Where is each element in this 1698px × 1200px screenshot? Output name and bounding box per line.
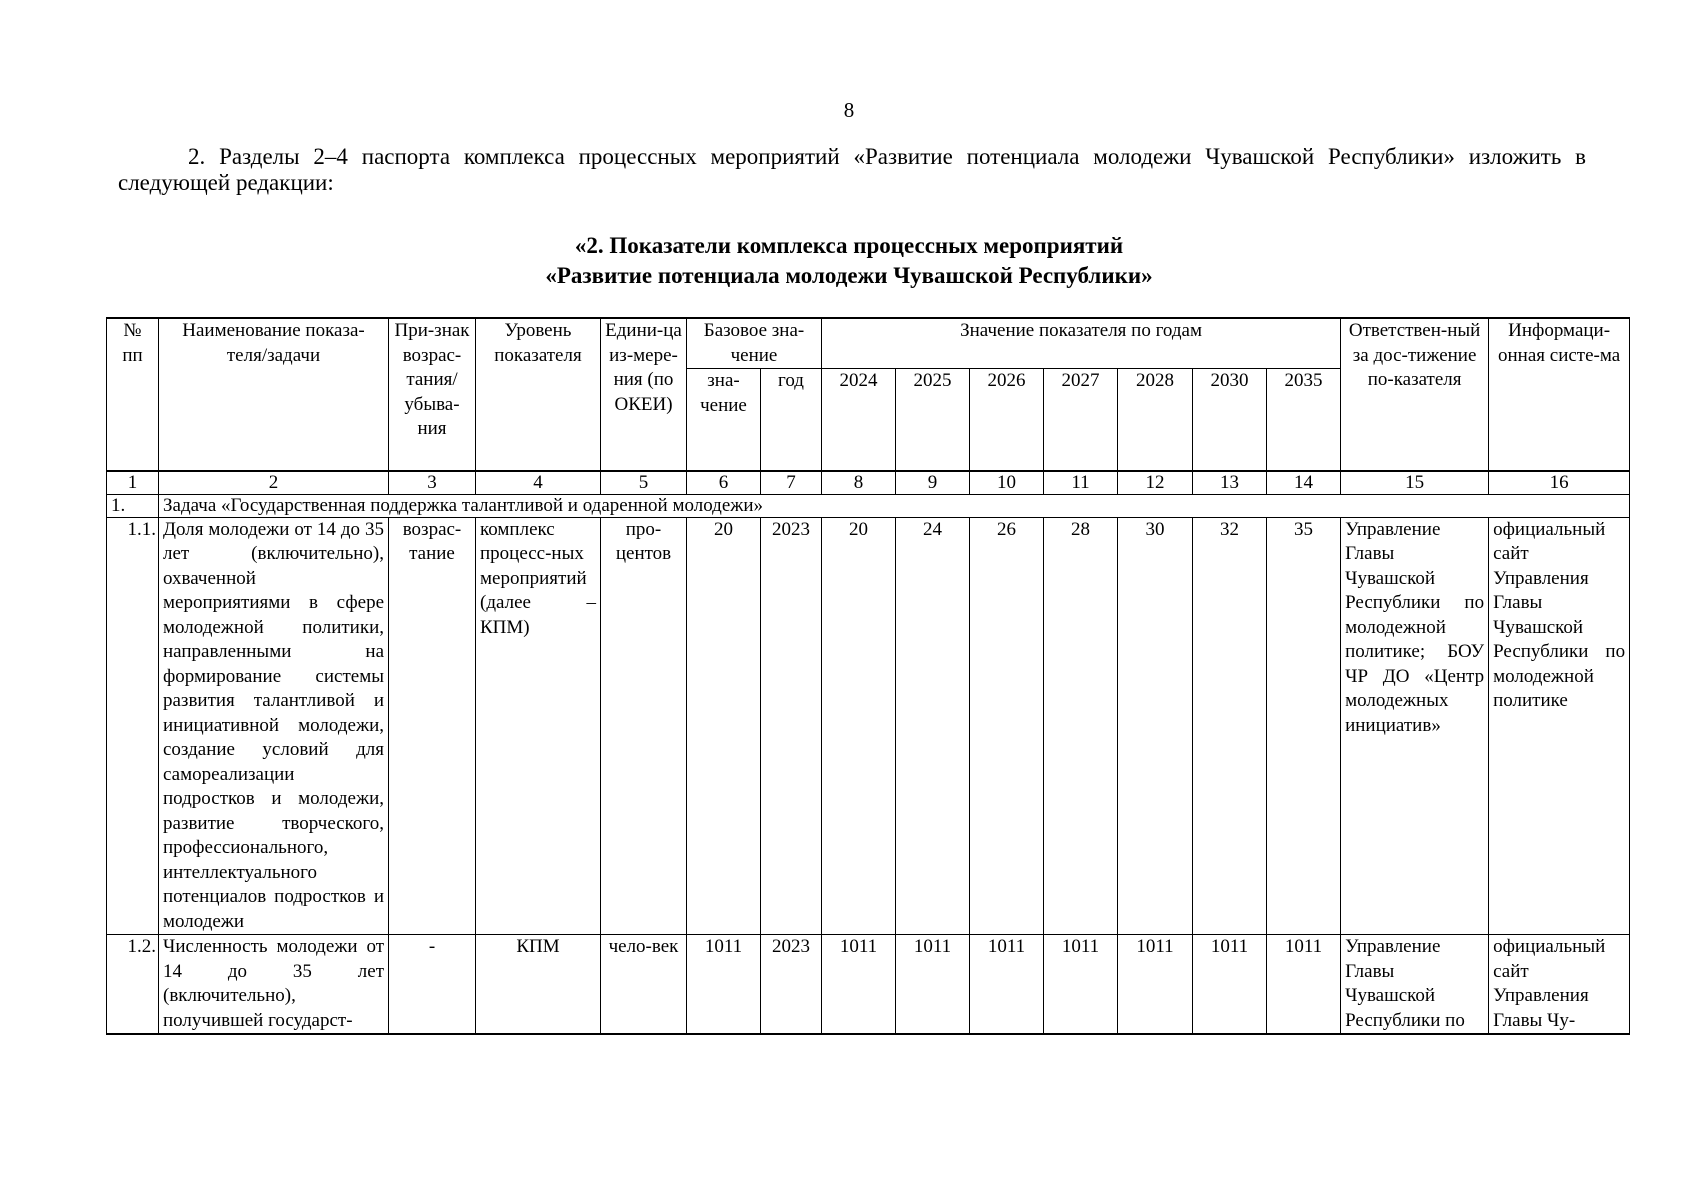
header-name: Наименование показа-теля/задачи xyxy=(159,318,389,471)
year-value-text: 1011 xyxy=(987,936,1026,957)
year-value xyxy=(970,935,1044,1035)
table-row xyxy=(107,935,1630,1035)
column-number: 7 xyxy=(761,471,822,495)
header-values-by-year: Значение показателя по годам xyxy=(822,318,1341,369)
year-value: 24 xyxy=(896,517,970,935)
year-value-text: 1011 xyxy=(1136,936,1174,957)
column-number: 8 xyxy=(822,471,896,495)
base-year: 2023 xyxy=(761,517,822,935)
indicator-level xyxy=(476,935,601,1035)
column-number: 13 xyxy=(1193,471,1267,495)
section-title-line-1: «2. Показатели комплекса процессных мероприятий xyxy=(574,233,1124,258)
header-year: 2025 xyxy=(896,369,970,471)
column-number: 14 xyxy=(1267,471,1341,495)
column-number: 9 xyxy=(896,471,970,495)
year-value xyxy=(1118,935,1193,1035)
section-title xyxy=(0,231,1698,291)
year-value: 26 xyxy=(970,517,1044,935)
task-label: Задача «Государственная поддержка талантливой и одаренной молодежи» xyxy=(159,494,1630,517)
column-number: 4 xyxy=(476,471,601,495)
indicator-name-text: Численность молодежи от 14 до 35 лет (включительно), получившей государст- xyxy=(163,936,384,1031)
year-value: 35 xyxy=(1267,517,1341,935)
header-level: Уровень показателя xyxy=(476,318,601,471)
header-base-year: год xyxy=(761,369,822,471)
column-number: 5 xyxy=(601,471,687,495)
info-system-text: официальный сайт Управления Главы Чу- xyxy=(1493,936,1606,1031)
indicator-level-text: КПМ xyxy=(516,936,560,957)
header-year: 2026 xyxy=(970,369,1044,471)
column-number: 16 xyxy=(1489,471,1630,495)
year-value xyxy=(1044,935,1118,1035)
task-row xyxy=(107,494,1630,517)
row-number xyxy=(107,935,159,1035)
year-value: 20 xyxy=(822,517,896,935)
responsible xyxy=(1341,935,1489,1035)
year-value-text: 1011 xyxy=(1210,936,1249,957)
column-number: 3 xyxy=(389,471,476,495)
indicator-sign-text: - xyxy=(428,936,436,957)
column-number: 15 xyxy=(1341,471,1489,495)
header-year: 2024 xyxy=(822,369,896,471)
year-value: 28 xyxy=(1044,517,1118,935)
header-unit: Едини-ца из-мере-ния (по ОКЕИ) xyxy=(601,318,687,471)
year-value xyxy=(1267,935,1341,1035)
indicator-name xyxy=(159,935,389,1035)
base-year xyxy=(761,935,822,1035)
indicator-sign: возрас-тание xyxy=(389,517,476,935)
year-value: 32 xyxy=(1193,517,1267,935)
header-year: 2035 xyxy=(1267,369,1341,471)
task-number: 1. xyxy=(107,494,159,517)
column-number: 10 xyxy=(970,471,1044,495)
header-base: Базовое зна-чение xyxy=(687,318,822,369)
responsible: Управление Главы Чувашской Республики по молодежной политике; БОУ ЧР ДО «Центр молодежных инициатив» xyxy=(1341,517,1489,935)
year-value-text: 1011 xyxy=(839,936,878,957)
column-number: 12 xyxy=(1118,471,1193,495)
header-base-value: зна-чение xyxy=(687,369,761,471)
base-year-text: 2023 xyxy=(772,936,810,957)
year-value xyxy=(896,935,970,1035)
indicator-name: Доля молодежи от 14 до 35 лет (включительно), охваченной мероприятиями в сфере молодежной политики, направленными на формирование системы развития талантливой и инициативной молодежи, создание условий для самореализации подростков и молодежи, развитие творческого, профессионального, интеллектуального потенциалов подростков и молодежи xyxy=(159,517,389,935)
base-value-text: 1011 xyxy=(704,936,743,957)
indicator-level: комплекс процесс-ных мероприятий (далее – КПМ) xyxy=(476,517,601,935)
year-value-text: 1011 xyxy=(1061,936,1100,957)
info-system xyxy=(1489,935,1630,1035)
base-value xyxy=(687,935,761,1035)
year-value-text: 1011 xyxy=(1284,936,1323,957)
row-number-text: 1.2. xyxy=(127,936,156,957)
column-number: 1 xyxy=(107,471,159,495)
header-responsible: Ответствен-ный за дос-тижение по-казателя xyxy=(1341,318,1489,471)
base-value: 20 xyxy=(687,517,761,935)
section-title-line-2: «Развитие потенциала молодежи Чувашской Республики» xyxy=(545,263,1153,288)
info-system: официальный сайт Управления Главы Чувашской Республики по молодежной политике xyxy=(1489,517,1630,935)
page-number: 8 xyxy=(843,98,855,122)
header-sign: При-знак возрас-тания/ убыва-ния xyxy=(389,318,476,471)
header-num: № пп xyxy=(107,318,159,471)
table-row xyxy=(107,517,1630,935)
indicator-unit: про-центов xyxy=(601,517,687,935)
year-value xyxy=(822,935,896,1035)
indicator-unit-text: чело-век xyxy=(608,936,679,957)
column-numbers-row xyxy=(107,471,1630,495)
column-number: 2 xyxy=(159,471,389,495)
indicator-unit xyxy=(601,935,687,1035)
intro-paragraph: 2. Разделы 2–4 паспорта комплекса процессных мероприятий «Развитие потенциала молодежи Чувашской Республики» изложить в следующей редакции: xyxy=(118,144,1586,195)
column-number: 11 xyxy=(1044,471,1118,495)
responsible-text: Управление Главы Чувашской Республики по xyxy=(1345,936,1465,1031)
header-year: 2027 xyxy=(1044,369,1118,471)
year-value xyxy=(1193,935,1267,1035)
column-number: 6 xyxy=(687,471,761,495)
year-value-text: 1011 xyxy=(913,936,952,957)
indicator-sign xyxy=(389,935,476,1035)
row-number: 1.1. xyxy=(107,517,159,935)
year-value: 30 xyxy=(1118,517,1193,935)
header-row-1 xyxy=(107,318,1630,369)
header-year: 2028 xyxy=(1118,369,1193,471)
header-info-system: Информаци-онная систе-ма xyxy=(1489,318,1630,471)
header-year: 2030 xyxy=(1193,369,1267,471)
indicators-table xyxy=(106,317,1630,1035)
